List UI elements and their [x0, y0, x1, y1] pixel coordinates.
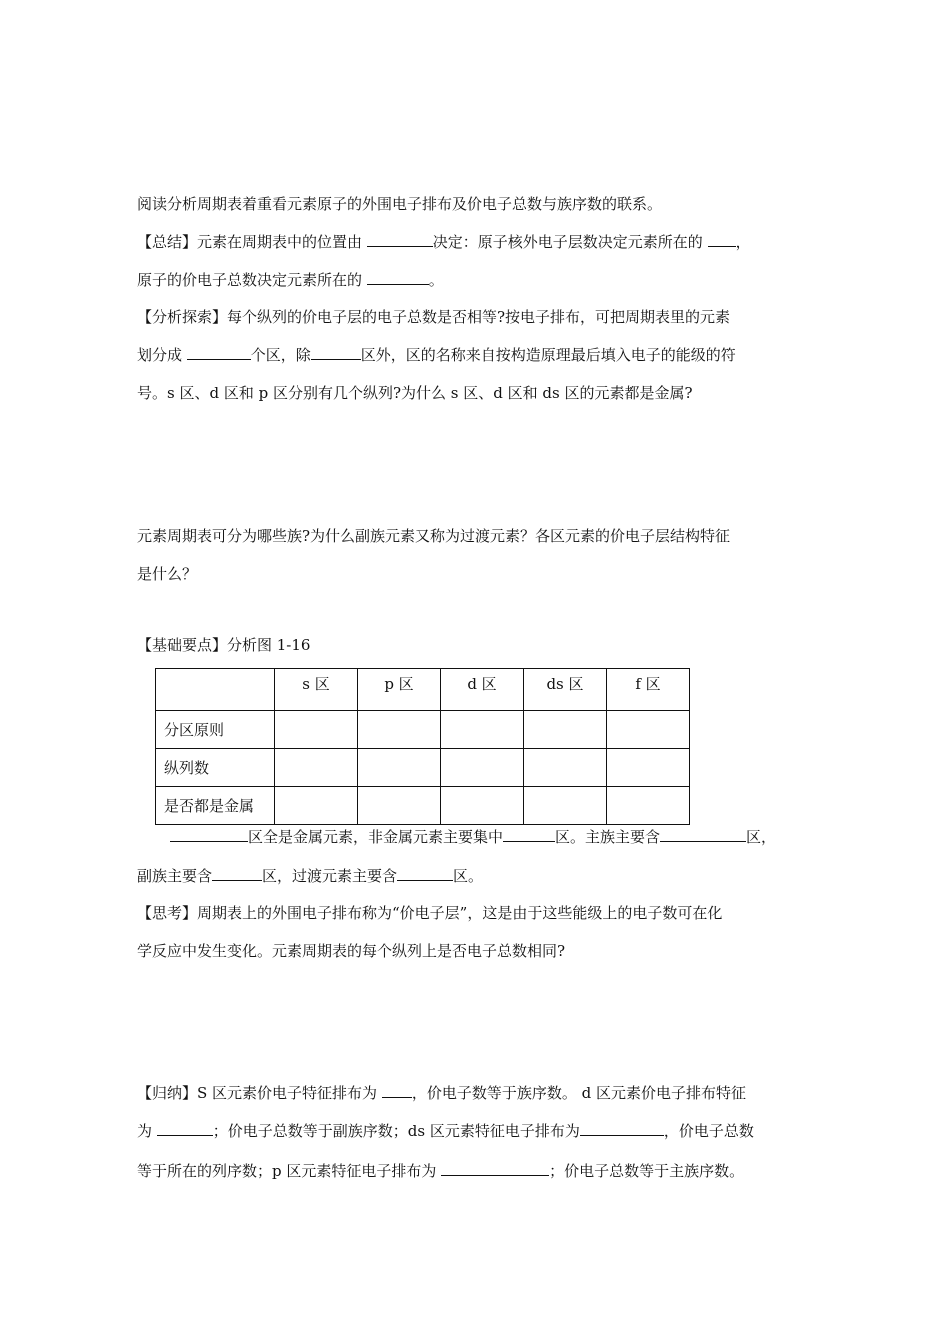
blank-d-config [157, 1121, 213, 1136]
summary-line-1 [137, 232, 751, 252]
table-cell [607, 787, 690, 825]
table-cell [441, 787, 524, 825]
table-row [156, 787, 690, 825]
induce-text-e: ，价电子总数 [663, 1122, 754, 1140]
blank-main-group-block [660, 827, 746, 842]
summary-text-c: ， [735, 233, 751, 251]
blank-subgroup-block [212, 866, 262, 881]
fill-line-1 [170, 827, 776, 847]
explore-text-c: 区外，区的名称来自按构造原理最后填入电子的能级的符 [360, 346, 736, 364]
blank-nonmetal-block [503, 827, 555, 842]
blank-exception-block [311, 345, 361, 360]
induce-line-2 [137, 1121, 754, 1141]
table-cell [275, 787, 358, 825]
explore-line-1: 【分析探索】每个纵列的价电子层的电子总数是否相等?按电子排布，可把周期表里的元素 [137, 308, 731, 326]
summary-text-d: 原子的价电子总数决定元素所在的 [137, 271, 367, 289]
table-row-label: 纵列数 [156, 749, 275, 787]
blank-transition-block [397, 866, 453, 881]
blank-group [367, 270, 429, 285]
table-cell [524, 787, 607, 825]
block-table [155, 668, 690, 825]
table-cell [441, 749, 524, 787]
table-header-cell [156, 669, 275, 711]
blank-position [367, 232, 433, 247]
blank-p-config [441, 1161, 549, 1176]
table-cell [275, 711, 358, 749]
table-row [156, 711, 690, 749]
fill-text-a: 区全是金属元素，非金属元素主要集中 [248, 828, 504, 846]
table-row-label: 是否都是金属 [156, 787, 275, 825]
table-cell [524, 749, 607, 787]
induce-line-1 [137, 1083, 746, 1103]
table-header-cell: ds 区 [524, 669, 607, 711]
summary-text-b: 决定：原子核外电子层数决定元素所在的 [432, 233, 708, 251]
summary-text-e: 。 [428, 271, 444, 289]
explore-line-2 [137, 345, 736, 365]
blank-ds-config [580, 1121, 664, 1136]
table-row-label: 分区原则 [156, 711, 275, 749]
induce-text-d: ；价电子总数等于副族序数；ds 区元素特征电子排布为 [212, 1122, 580, 1140]
table-cell [524, 711, 607, 749]
table-header-cell: f 区 [607, 669, 690, 711]
question-line-2: 是什么？ [137, 565, 198, 583]
fill-text-c: 区， [746, 828, 777, 846]
fill-text-b: 区。主族主要含 [555, 828, 661, 846]
table-header-row [156, 669, 690, 711]
fill-text-e: 区，过渡元素主要含 [262, 867, 398, 885]
blank-s-config [382, 1083, 412, 1098]
table-cell [607, 711, 690, 749]
table-cell [607, 749, 690, 787]
induce-text-g: ；价电子总数等于主族序数。 [549, 1162, 745, 1180]
table-header-cell: s 区 [275, 669, 358, 711]
table-header-cell: d 区 [441, 669, 524, 711]
think-line-1: 【思考】周期表上的外围电子排布称为“价电子层”，这是由于这些能级上的电子数可在化 [137, 904, 723, 922]
table-header-cell: p 区 [358, 669, 441, 711]
blank-block-count [187, 345, 251, 360]
induce-text-a: 【归纳】S 区元素价电子特征排布为 [137, 1084, 382, 1102]
induce-text-c: 为 [137, 1122, 157, 1140]
fill-text-f: 区。 [453, 867, 484, 885]
table-cell [358, 711, 441, 749]
blank-period [708, 232, 736, 247]
intro-paragraph: 阅读分析周期表着重看元素原子的外围电子排布及价电子总数与族序数的联系。 [137, 195, 663, 213]
basics-title: 【基础要点】分析图 1-16 [137, 636, 311, 654]
think-line-2: 学反应中发生变化。元素周期表的每个纵列上是否电子总数相同? [137, 942, 566, 960]
table-cell [358, 787, 441, 825]
explore-text-a: 划分成 [137, 346, 187, 364]
table-row [156, 749, 690, 787]
question-line-1: 元素周期表可分为哪些族?为什么副族元素又称为过渡元素？各区元素的价电子层结构特征 [137, 527, 731, 545]
summary-line-2 [137, 270, 444, 290]
induce-line-3 [137, 1161, 744, 1181]
induce-text-b: ，价电子数等于族序数。 d 区元素价电子排布特征 [411, 1084, 746, 1102]
table-cell [441, 711, 524, 749]
fill-text-d: 副族主要含 [137, 867, 213, 885]
explore-line-3: 号。s 区、d 区和 p 区分别有几个纵列?为什么 s 区、d 区和 ds 区的元素都是金属? [137, 384, 693, 402]
explore-text-b: 个区，除 [250, 346, 311, 364]
fill-line-2 [137, 866, 483, 886]
summary-text-a: 【总结】元素在周期表中的位置由 [137, 233, 367, 251]
induce-text-f: 等于所在的列序数；p 区元素特征电子排布为 [137, 1162, 442, 1180]
blank-metal-block [170, 827, 248, 842]
table-cell [275, 749, 358, 787]
table-cell [358, 749, 441, 787]
